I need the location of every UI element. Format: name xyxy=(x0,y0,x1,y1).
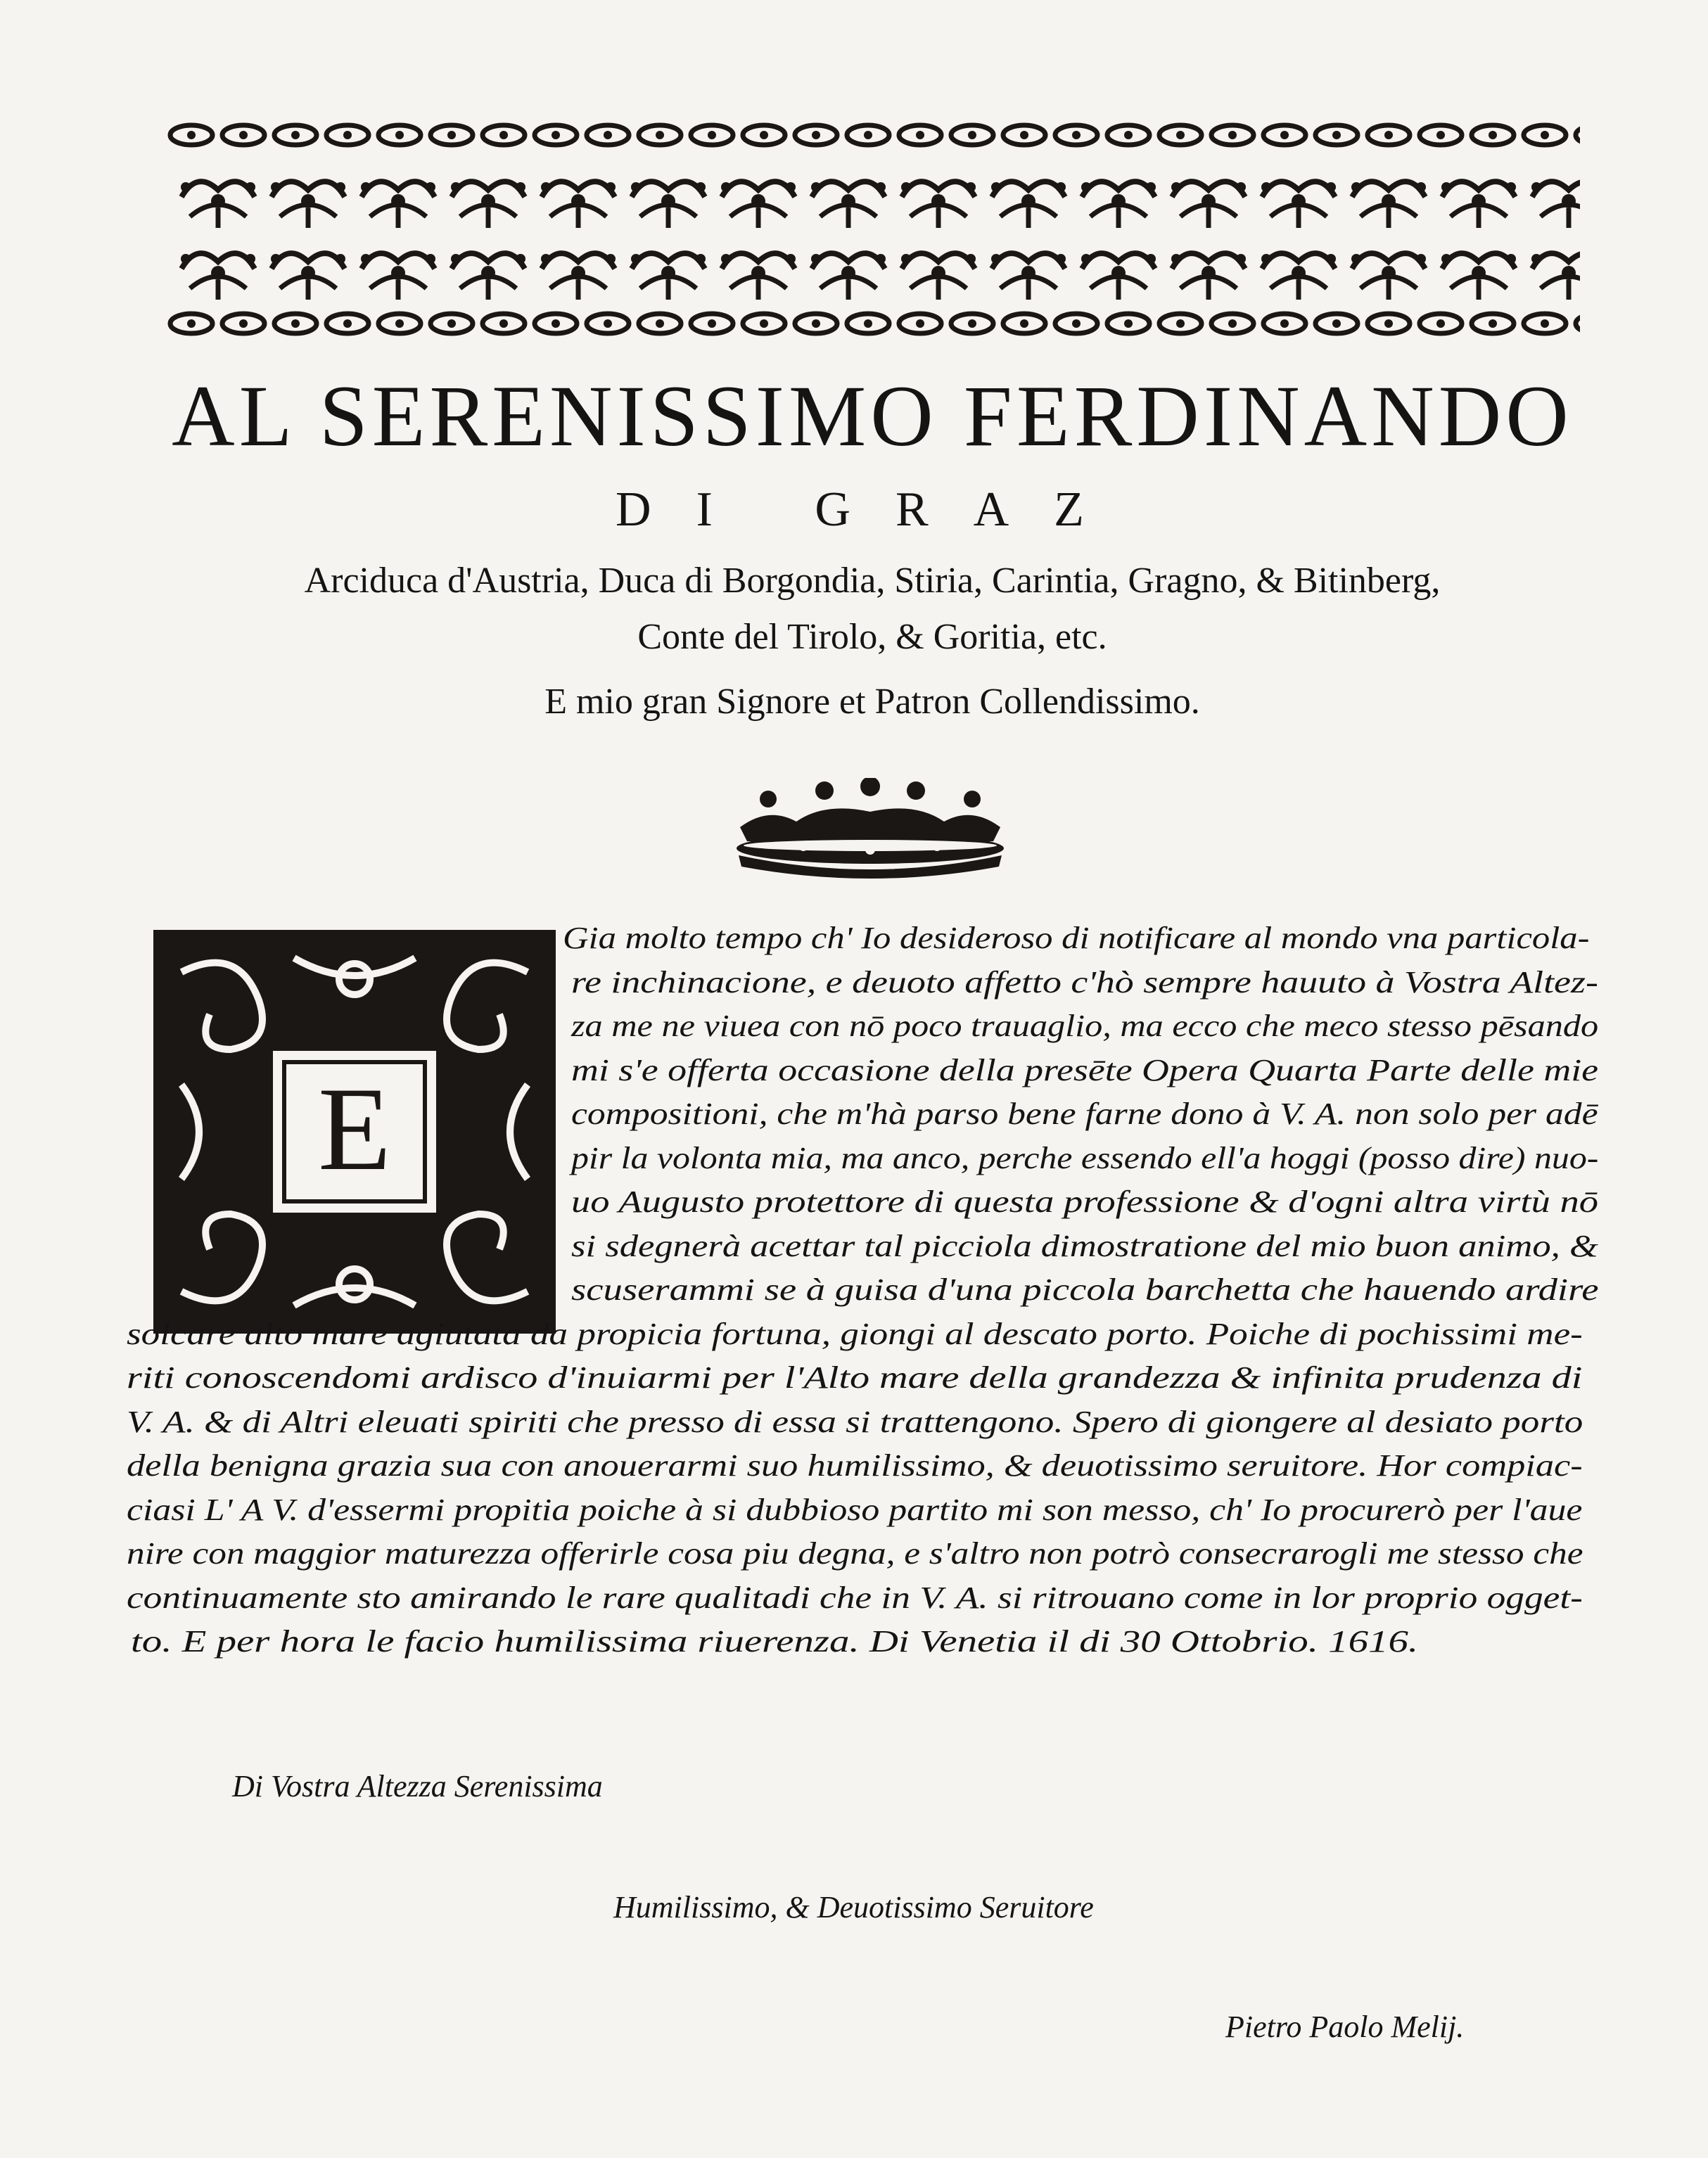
dedication-subtitle: DI GRAZ xyxy=(616,483,1129,537)
closing-servant: Humilissimo, & Deuotissimo Seruitore xyxy=(613,1890,1094,1924)
ornamental-border-band xyxy=(166,121,1580,338)
body-line: ciasi L' A V. d'essermi propitia poiche à si dubbioso partito mi son messo, ch' Io procurerò per l'aue xyxy=(127,1492,1583,1527)
body-line: continuamente sto amirando le rare qualitadi che in V. A. si ritrouano come in lor proprio ogget- xyxy=(127,1580,1583,1615)
address-line-3: E mio gran Signore et Patron Collendissimo. xyxy=(544,682,1200,722)
body-line: za me ne viuea con nō poco trauaglio, ma ecco che meco stesso pēsando xyxy=(571,1009,1599,1043)
signature: Pietro Paolo Melij. xyxy=(1225,2010,1465,2044)
body-line: Gia molto tempo ch' Io desideroso di notificare al mondo vna particola- xyxy=(563,921,1590,955)
body-line: nire con maggior maturezza offerirle cosa piu degna, e s'altro non potrò consecrarogli me stesso che xyxy=(127,1536,1583,1571)
crown-ornament xyxy=(726,778,1014,883)
body-line: to. E per hora le facio humilissima riuerenza. Di Venetia il di 30 Ottobrio. 1616. xyxy=(131,1624,1419,1659)
body-line: uo Augusto protettore di questa professione & d'ogni altra virtù nō xyxy=(571,1185,1599,1219)
dedication-title: AL SERENISSIMO FERDINANDO xyxy=(172,368,1573,464)
body-line: re inchinacione, e deuoto affetto c'hò sempre hauuto à Vostra Altez- xyxy=(571,964,1598,1000)
body-line: scuserammi se à guisa d'una piccola barchetta che hauendo ardire xyxy=(571,1272,1599,1307)
initial-letter: E xyxy=(318,1063,391,1195)
address-line-1: Arciduca d'Austria, Duca di Borgondia, Stiria, Carintia, Gragno, & Bitinberg, xyxy=(304,561,1441,601)
body-line: riti conoscendomi ardisco d'inuiarmi per l'Alto mare della grandezza & infinita prudenza di xyxy=(127,1360,1583,1395)
closing-salutation: Di Vostra Altezza Serenissima xyxy=(232,1769,603,1803)
body-line: della benigna grazia sua con anouerarmi suo humilissimo, & deuotissimo seruitore. Hor compiac- xyxy=(127,1448,1583,1483)
body-line: V. A. & di Altri eleuati spiriti che presso di essa si trattengono. Spero di giongere al desiato porto xyxy=(127,1404,1583,1439)
body-line: mi s'e offerta occasione della presēte Opera Quarta Parte delle mie xyxy=(571,1052,1599,1087)
body-line: pir la volonta mia, ma anco, perche essendo ell'a hoggi (posso dire) nuo- xyxy=(571,1140,1599,1175)
decorated-initial xyxy=(153,930,556,1334)
body-line: si sdegnerà acettar tal picciola dimostratione del mio buon animo, & xyxy=(571,1228,1598,1263)
address-line-2: Conte del Tirolo, & Goritia, etc. xyxy=(637,617,1107,657)
body-line: compositioni, che m'hà parso bene farne dono à V. A. non solo per adē xyxy=(571,1097,1598,1131)
body-line: solcare alto mare agiutata da propicia fortuna, giongi al descato porto. Poiche di pochissimi me- xyxy=(127,1316,1583,1351)
